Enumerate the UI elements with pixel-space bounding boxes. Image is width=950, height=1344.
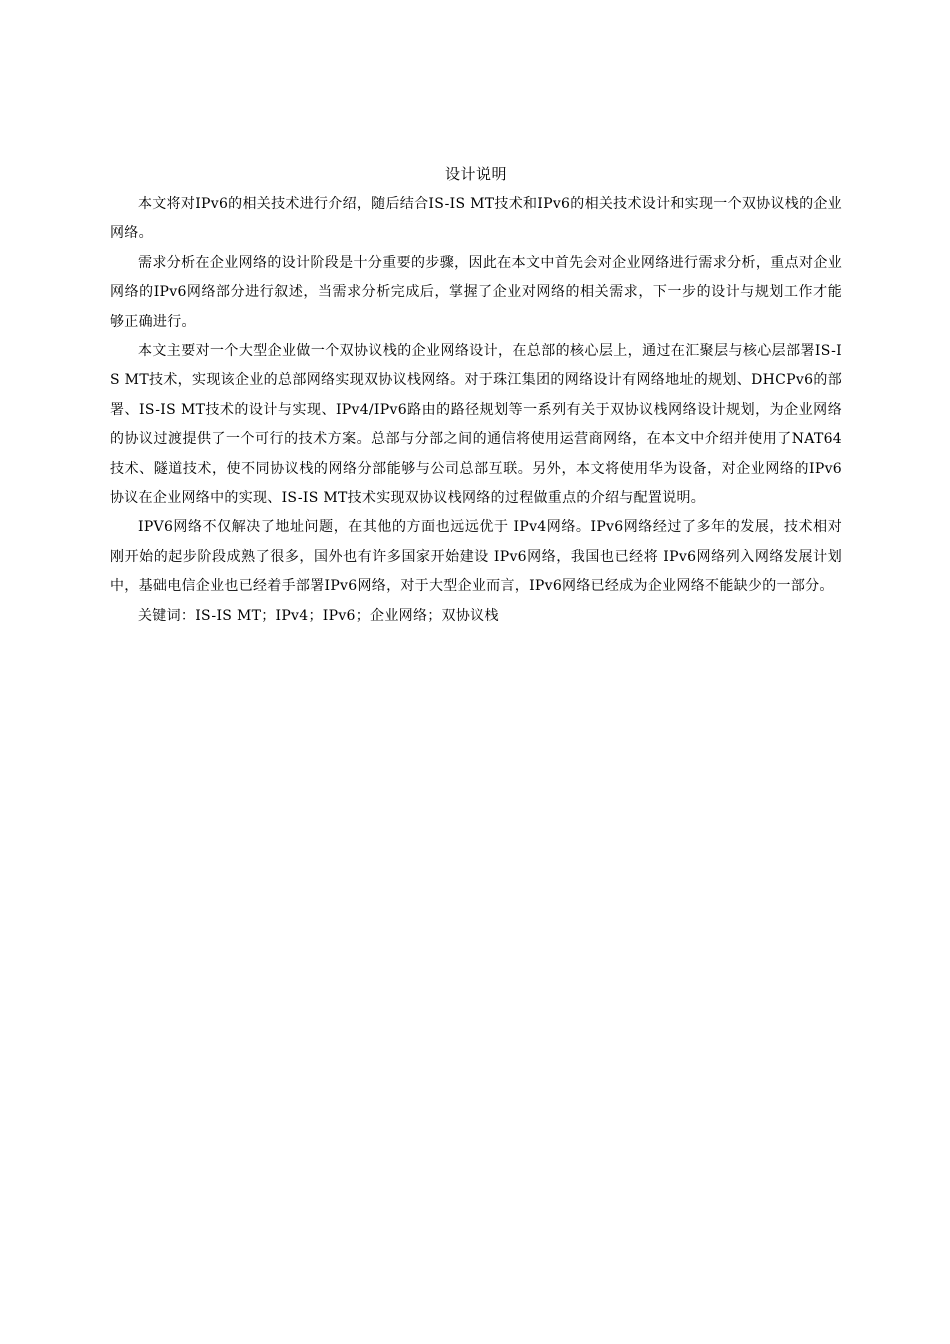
paragraph-intro: 本文将对IPv6的相关技术进行介绍，随后结合IS-IS MT技术和IPv6的相关技术设计和实现一个双协议栈的企业网络。 <box>110 196 842 242</box>
paragraph-design-overview: 本文主要对一个大型企业做一个双协议栈的企业网络设计，在总部的核心层上，通过在汇聚层与核心层部署IS-IS MT技术，实现该企业的总部网络实现双协议栈网络。对于珠江集团的网络设计有网络地址的规划、DHCPv6的部署、IS-IS MT技术的设计与实现、IPv4/IPv6路由的路径规划等一系列有关于双协议栈网络设计规划，为企业网络的协议过渡提供了一个可行的技术方案。总部与分部之间的通信将使用运营商网络，在本文中介绍并使用了NAT64技术、隧道技术，使不同协议栈的网络分部能够与公司总部互联。另外，本文将使用华为设备，对企业网络的IPv6协议在企业网络中的实现、IS-IS MT技术实现双协议栈网络的过程做重点的介绍与配置说明。 <box>110 343 842 507</box>
document-body <box>110 163 842 631</box>
keywords-label: 关键词： <box>138 607 196 624</box>
paragraph-ipv6-background: IPV6网络不仅解决了地址问题，在其他的方面也远远优于 IPv4网络。IPv6网络经过了多年的发展，技术相对刚开始的起步阶段成熟了很多，国外也有许多国家开始建设 IPv6网络，我国也已经将 IPv6网络列入网络发展计划中，基础电信企业也已经着手部署IPv6网络，对于大型企业而言，IPv6网络已经成为企业网络不能缺少的一部分。 <box>110 519 842 595</box>
paragraph-requirements: 需求分析在企业网络的设计阶段是十分重要的步骤，因此在本文中首先会对企业网络进行需求分析，重点对企业网络的IPv6网络部分进行叙述，当需求分析完成后，掌握了企业对网络的相关需求，下一步的设计与规划工作才能够正确进行。 <box>110 254 842 330</box>
keywords-line <box>110 602 842 631</box>
keywords-text: IS-IS MT；IPv4；IPv6；企业网络；双协议栈 <box>195 607 499 624</box>
document-title: 设计说明 <box>444 165 507 183</box>
